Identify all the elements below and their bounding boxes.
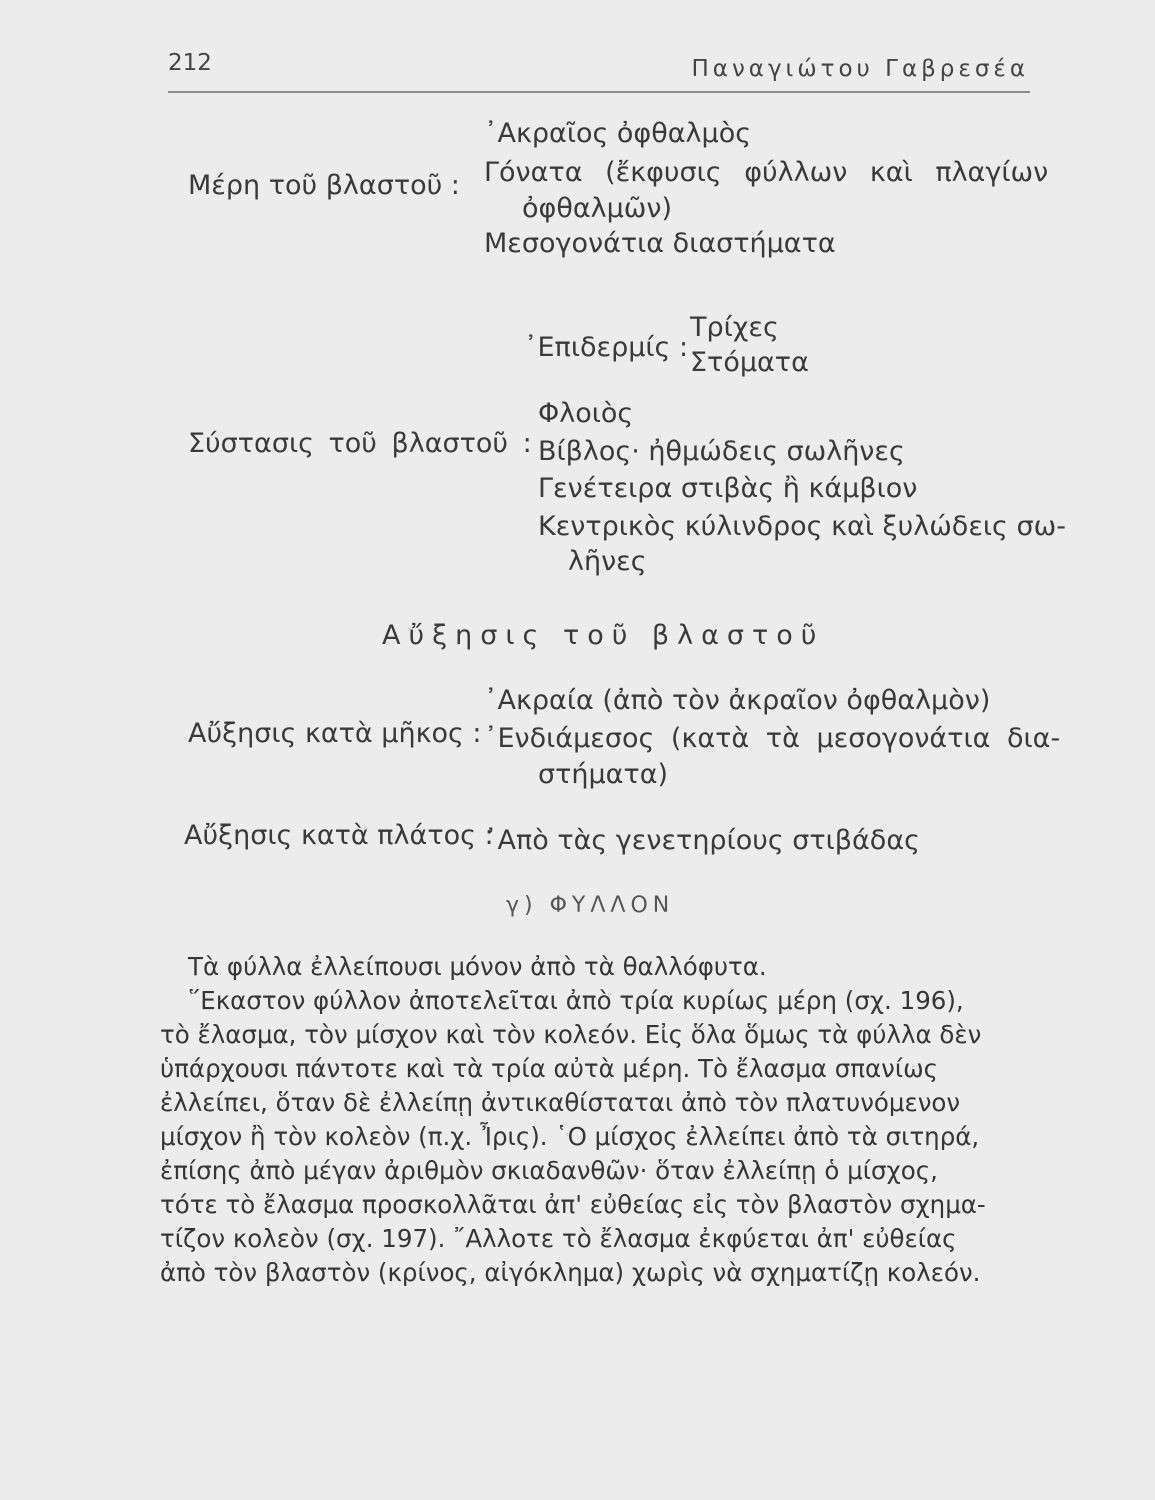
paragraph-line: τότε τὸ ἔλασμα προσκολλᾶται ἀπ' εὐθείας εἰς τὸν βλαστὸν σχημα- bbox=[160, 1190, 986, 1219]
systasis-item: λῆνες bbox=[568, 546, 647, 577]
body-paragraph bbox=[160, 950, 1032, 1290]
header-rule bbox=[168, 91, 1030, 93]
systasis-item: Κεντρικὸς κύλινδρος καὶ ξυλώδεις σω- bbox=[538, 511, 1066, 542]
paragraph-line: ἐπίσης ἀπὸ μέγαν ἀριθμὸν σκιαδανθῶν· ὅταν ἐλλείπῃ ὁ μίσχος, bbox=[160, 1156, 938, 1185]
systasis-label: Σύστασις τοῦ βλαστοῦ : bbox=[188, 428, 532, 459]
systasis-item: Γενέτειρα στιβὰς ἢ κάμβιον bbox=[538, 473, 918, 504]
paragraph-line: ὑπάρχουσι πάντοτε καὶ τὰ τρία αὐτὰ μέρη. Τὸ ἔλασμα σπανίως bbox=[160, 1054, 939, 1083]
auxisis-heading: Αὔξησις τοῦ βλαστοῦ bbox=[382, 620, 825, 651]
mikos-item: στήματα) bbox=[538, 759, 669, 790]
meri-label: Μέρη τοῦ βλαστοῦ : bbox=[188, 170, 460, 201]
paragraph-line: ἀπὸ τὸν βλαστὸν (κρίνος, αἰγόκλημα) χωρὶς νὰ σχηματίζῃ κολεόν. bbox=[160, 1258, 981, 1287]
platos-value: ᾿Απὸ τὰς γενετηρίους στιβάδας bbox=[484, 825, 920, 856]
phyllon-heading: γ) ΦΥΛΛΟΝ bbox=[506, 893, 675, 918]
platos-label: Αὔξησις κατὰ πλάτος : bbox=[184, 820, 494, 851]
epidermis-label: ᾿Επιδερμίς : bbox=[524, 332, 689, 363]
meri-item: Μεσογονάτια διαστήματα bbox=[484, 228, 836, 259]
mikos-item: ᾿Ακραία (ἀπὸ τὸν ἀκραῖον ὀφθαλμὸν) bbox=[484, 685, 991, 716]
meri-item: ᾿Ακραῖος ὀφθαλμὸς bbox=[484, 118, 752, 149]
mikos-label: Αὔξησις κατὰ μῆκος : bbox=[188, 718, 482, 749]
page-number: 212 bbox=[168, 50, 212, 76]
meri-item: Γόνατα (ἔκφυσις φύλλων καὶ πλαγίων bbox=[484, 157, 1049, 188]
systasis-item: Φλοιὸς bbox=[538, 398, 634, 429]
meri-item: ὀφθαλμῶν) bbox=[522, 193, 673, 224]
paragraph-line: τίζον κολεὸν (σχ. 197). ῎Αλλοτε τὸ ἔλασμα ἐκφύεται ἀπ' εὐθείας bbox=[160, 1224, 957, 1253]
paragraph-line: τὸ ἔλασμα, τὸν μίσχον καὶ τὸν κολεόν. Εἰς ὅλα ὅμως τὰ φύλλα δὲν bbox=[160, 1020, 982, 1049]
running-title: Παναγιώτου Γαβρεσέα bbox=[691, 56, 1029, 82]
mikos-item: ᾿Ενδιάμεσος (κατὰ τὰ μεσογονάτια δια- bbox=[484, 723, 1061, 754]
paragraph-line: Τὰ φύλλα ἐλλείπουσι μόνον ἀπὸ τὰ θαλλόφυτα. bbox=[188, 952, 767, 981]
systasis-item: Βίβλος· ἠθμώδεις σωλῆνες bbox=[538, 436, 905, 467]
epidermis-item: Στόματα bbox=[690, 347, 809, 378]
paragraph-line: μίσχον ἢ τὸν κολεὸν (π.χ. Ἶρις). ῾Ο μίσχος ἐλλείπει ἀπὸ τὰ σιτηρά, bbox=[160, 1122, 980, 1151]
paragraph-line: ῞Εκαστον φύλλον ἀποτελεῖται ἀπὸ τρία κυρίως μέρη (σχ. 196), bbox=[188, 986, 964, 1015]
paragraph-line: ἐλλείπει, ὅταν δὲ ἐλλείπῃ ἀντικαθίσταται ἀπὸ τὸν πλατυνόμενον bbox=[160, 1088, 961, 1117]
epidermis-item: Τρίχες bbox=[690, 312, 779, 343]
